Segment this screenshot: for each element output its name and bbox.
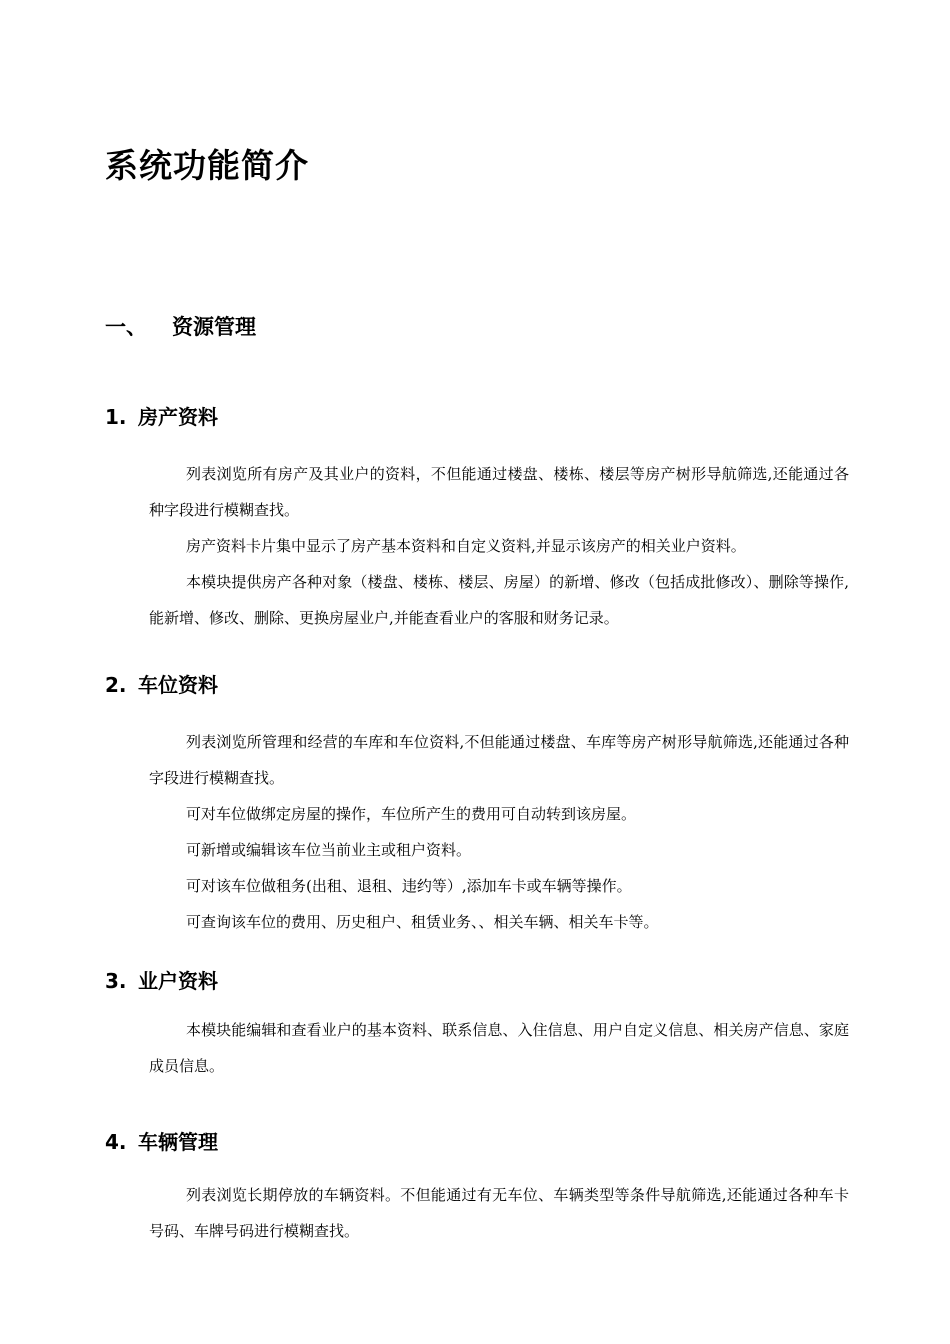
paragraph: 本模块能编辑和查看业户的基本资料、联系信息、入住信息、用户自定义信息、相关房产信息、家庭成员信息。 bbox=[149, 1021, 849, 1075]
paragraph: 列表浏览所管理和经营的车库和车位资料,不但能通过楼盘、车库等房产树形导航筛选,还能通过各种字段进行模糊查找。 bbox=[149, 733, 849, 787]
chapter-title: 资源管理 bbox=[172, 315, 256, 339]
document-title: 系统功能简介 bbox=[105, 146, 309, 185]
section-body bbox=[149, 1012, 849, 1084]
section-title: 车辆管理 bbox=[138, 1130, 218, 1154]
chapter-number: 一、 bbox=[105, 315, 147, 339]
section-vehicle-management bbox=[105, 1127, 849, 1240]
section-property-info bbox=[105, 402, 849, 627]
paragraph: 可新增或编辑该车位当前业主或租户资料。 bbox=[186, 841, 472, 859]
section-owner-info bbox=[105, 966, 849, 1075]
section-body bbox=[149, 456, 849, 636]
section-title: 车位资料 bbox=[138, 673, 218, 697]
paragraph: 列表浏览所有房产及其业户的资料，不但能通过楼盘、楼栋、楼层等房产树形导航筛选,还能通过各种字段进行模糊查找。 bbox=[149, 465, 849, 519]
section-heading bbox=[105, 670, 845, 700]
paragraph: 列表浏览长期停放的车辆资料。不但能通过有无车位、车辆类型等条件导航筛选,还能通过各种车卡号码、车牌号码进行模糊查找。 bbox=[149, 1186, 849, 1240]
section-number: 1. bbox=[105, 405, 127, 429]
section-title: 业户资料 bbox=[138, 969, 218, 993]
section-number: 2. bbox=[105, 673, 127, 697]
paragraph: 可对该车位做租务(出租、退租、违约等）,添加车卡或车辆等操作。 bbox=[186, 877, 632, 895]
section-body bbox=[149, 724, 849, 940]
section-number: 3. bbox=[105, 969, 127, 993]
section-heading bbox=[105, 966, 845, 996]
chapter-heading bbox=[105, 312, 256, 342]
section-heading bbox=[105, 402, 845, 432]
paragraph: 本模块提供房产各种对象（楼盘、楼栋、楼层、房屋）的新增、修改（包括成批修改）、删除等操作,能新增、修改、删除、更换房屋业户,并能查看业户的客服和财务记录。 bbox=[149, 573, 849, 627]
section-number: 4. bbox=[105, 1130, 127, 1154]
section-body bbox=[149, 1177, 849, 1249]
paragraph: 房产资料卡片集中显示了房产基本资料和自定义资料,并显示该房产的相关业户资料。 bbox=[186, 537, 746, 555]
section-heading bbox=[105, 1127, 845, 1157]
section-parking-info bbox=[105, 670, 849, 931]
paragraph: 可对车位做绑定房屋的操作，车位所产生的费用可自动转到该房屋。 bbox=[186, 805, 637, 823]
section-title: 房产资料 bbox=[138, 405, 218, 429]
paragraph: 可查询该车位的费用、历史租户、租赁业务、、相关车辆、相关车卡等。 bbox=[186, 913, 659, 931]
